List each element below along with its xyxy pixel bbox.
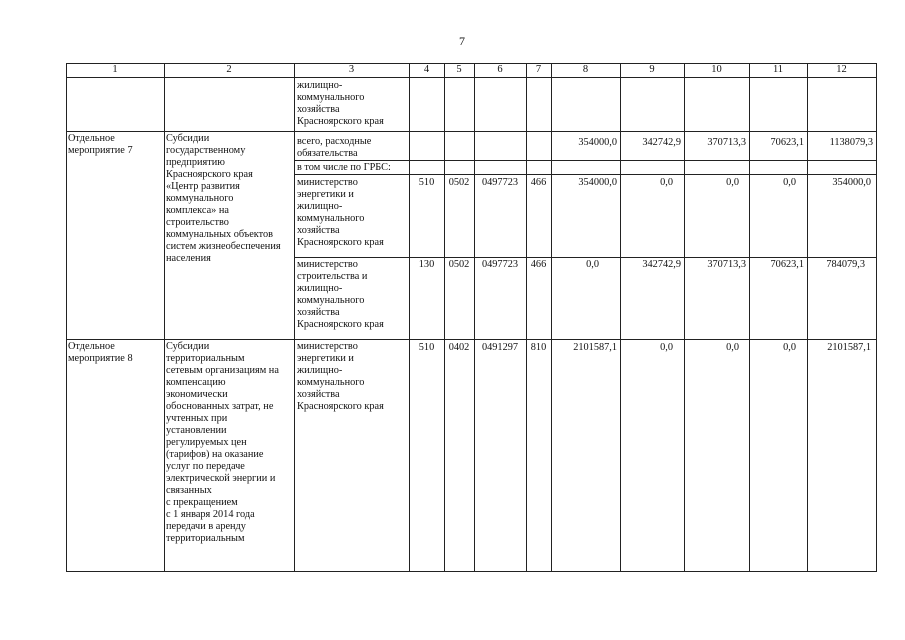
m7-col2-description: Субсидии государственному предприятию Красноярского края «Центр развития коммунального комплекса» на строительство коммунальных объектов систем жизнеобеспечения населения: [166, 133, 281, 264]
m7-sub2-col10: 370713,3: [707, 259, 746, 270]
m8-col12: 2101587,1: [827, 342, 871, 353]
row-divider-m7: [66, 131, 877, 132]
header-col-1: 1: [112, 64, 118, 75]
m7-sub2-col4: 130: [418, 259, 435, 270]
row-divider-sub2: [294, 257, 877, 258]
col-border-5: [474, 63, 475, 572]
m8-col9: 0,0: [660, 342, 673, 353]
col-border-12: [876, 63, 877, 572]
m7-sub2-col9: 342742,9: [642, 259, 681, 270]
m8-col7: 810: [530, 342, 547, 353]
m7-sub2-col7: 466: [530, 259, 547, 270]
m7-col1-label: Отдельное мероприятие 7: [68, 133, 133, 156]
m7-sub2-col11: 70623,1: [770, 259, 804, 270]
m7-sub2-col5: 0502: [448, 259, 470, 270]
m7-sub1-col10: 0,0: [726, 177, 739, 188]
header-col-3: 3: [348, 64, 355, 75]
page-number: 7: [459, 34, 465, 48]
m7-sub2-col12: 784079,3: [826, 259, 865, 270]
header-col-10: 10: [711, 64, 722, 75]
m7-sub2-col6: 0497723: [481, 259, 519, 270]
m8-col5: 0402: [448, 342, 470, 353]
row-divider-m8: [66, 339, 877, 340]
m8-col11: 0,0: [783, 342, 796, 353]
m7-total-col8: 354000,0: [578, 137, 617, 148]
m7-sub1-col8: 354000,0: [578, 177, 617, 188]
m7-total-col12: 1138079,3: [829, 137, 873, 148]
m8-col3: министерство энергетики и жилищно- коммунального хозяйства Красноярского края: [297, 341, 384, 412]
m7-sub1-col6: 0497723: [481, 177, 519, 188]
header-col-2: 2: [226, 64, 232, 75]
header-col-11: 11: [772, 64, 784, 75]
col-border-2: [294, 63, 295, 572]
header-bottom-border: [66, 77, 877, 78]
row-divider-sub1: [294, 174, 877, 175]
m8-col8: 2101587,1: [573, 342, 617, 353]
m8-col1-label: Отдельное мероприятие 8: [68, 341, 133, 364]
col-border-3: [409, 63, 410, 572]
m7-total-col11: 70623,1: [770, 137, 804, 148]
m7-sub1-col3: министерство энергетики и жилищно- коммунального хозяйства Красноярского края: [297, 177, 384, 248]
col-border-4: [444, 63, 445, 572]
cont-row-col3: жилищно- коммунального хозяйства Красноярского края: [297, 80, 384, 127]
m8-col2-description: Субсидии территориальным сетевым организациям на компенсацию экономически обоснованных затрат, не учтенных при установлении регулируемых цен (тарифов) на оказание услуг по передаче электрической энергии и связанных с прекращением с 1 января 2014 года передачи в аренду территориальным: [166, 341, 279, 544]
m7-total-col10: 370713,3: [707, 137, 746, 148]
header-col-9: 9: [649, 64, 655, 75]
header-col-12: 12: [836, 64, 847, 75]
header-col-6: 6: [497, 64, 503, 75]
m8-col4: 510: [418, 342, 435, 353]
header-col-7: 7: [535, 64, 542, 75]
m7-sub1-col5: 0502: [448, 177, 470, 188]
table-bottom-border: [66, 571, 877, 572]
m7-sub1-col7: 466: [530, 177, 547, 188]
header-col-8: 8: [582, 64, 589, 75]
header-col-5: 5: [456, 64, 462, 75]
m7-sub1-col12: 354000,0: [832, 177, 871, 188]
m7-total-col9: 342742,9: [642, 137, 681, 148]
m8-col10: 0,0: [726, 342, 739, 353]
m7-grbs-label: в том числе по ГРБС:: [297, 162, 391, 173]
m7-sub2-col8: 0,0: [586, 259, 599, 270]
col-border-1: [164, 63, 165, 572]
m7-total-col3: всего, расходные обязательства: [297, 136, 372, 159]
header-col-4: 4: [423, 64, 430, 75]
col-border-6: [526, 63, 527, 572]
m7-sub2-col3: министерство строительства и жилищно- коммунального хозяйства Красноярского края: [297, 259, 384, 330]
m7-sub1-col4: 510: [418, 177, 435, 188]
m8-col6: 0491297: [481, 342, 519, 353]
col-border-0: [66, 63, 67, 572]
row-divider-grbs: [294, 160, 877, 161]
m7-sub1-col11: 0,0: [783, 177, 796, 188]
m7-sub1-col9: 0,0: [660, 177, 673, 188]
